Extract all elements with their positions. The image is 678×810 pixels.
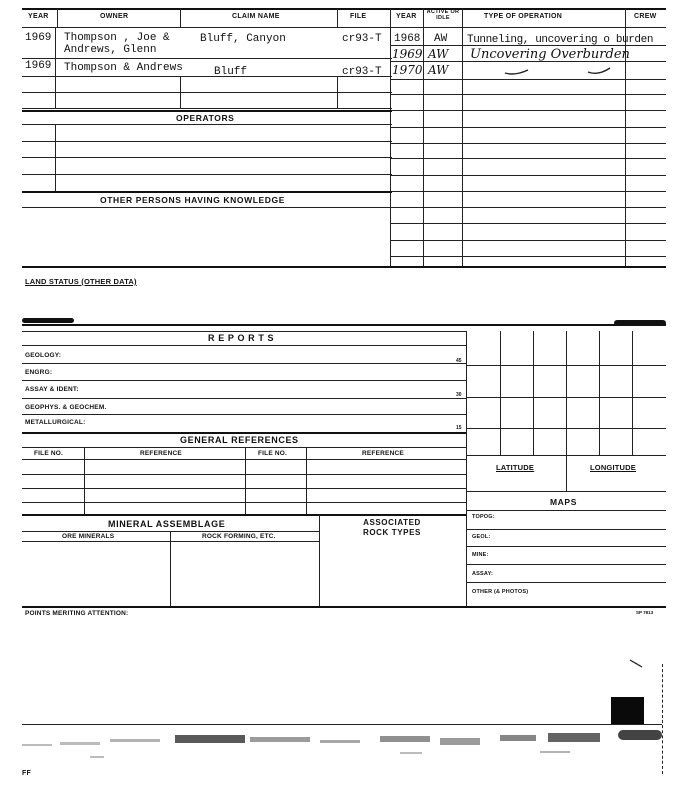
header-owner: OWNER [100,13,129,20]
reports-heading: R E P O R T S [208,333,275,343]
activity-row-2-status: AW [428,47,449,61]
header-year-2: YEAR [396,13,417,20]
report-number-15: 15 [456,425,462,431]
longitude-label: LONGITUDE [590,463,636,472]
report-assay-ident: ASSAY & IDENT: [25,386,79,393]
col-rock-forming: ROCK FORMING, ETC. [202,533,276,540]
associated-rock-types-heading: ASSOCIATED ROCK TYPES [362,518,421,537]
activity-row-2-operation: Uncovering Overburden [470,47,630,62]
latitude-label: LATITUDE [496,463,535,472]
activity-row-1-year: 1968 [394,33,421,45]
ref-col-file-no-1: FILE NO. [34,450,64,457]
owner-row-3-claim: Bluff [214,66,248,78]
owner-row-1-year: 1969 [25,32,52,44]
handwritten-ditto-marks [500,64,620,78]
owner-row-1-owner: Thompson , Joe & [64,32,170,44]
header-type-of-operation: TYPE OF OPERATION [484,13,563,20]
header-crew: CREW [634,13,657,20]
header-claim-name: CLAIM NAME [232,13,280,20]
form-number: SP 7813 [636,610,654,615]
owner-row-3-owner: Thompson & Andrews [64,62,183,74]
activity-row-3-year: 1970 [392,63,423,77]
ref-col-reference-1: REFERENCE [140,450,182,457]
owner-row-1-claim: Bluff, Canyon [200,33,286,45]
map-assay: ASSAY: [472,571,494,577]
ref-col-file-no-2: FILE NO. [258,450,288,457]
owner-row-1-file: cr93-T [342,33,382,45]
activity-row-3-status: AW [428,63,449,77]
owner-row-3-year: 1969 [25,60,52,72]
corner-mark: FF [22,770,31,777]
header-year: YEAR [28,13,49,20]
land-status-label: LAND STATUS (OTHER DATA) [25,277,137,286]
report-number-30: 30 [456,392,462,398]
header-active-idle: ACTIVE OR IDLE [426,9,460,21]
col-ore-minerals: ORE MINERALS [62,533,115,540]
header-file: FILE [350,13,367,20]
map-mine: MINE: [472,552,489,558]
map-geol: GEOL: [472,534,491,540]
points-meriting-attention-label: POINTS MERITING ATTENTION: [25,610,129,617]
ref-col-reference-2: REFERENCE [362,450,404,457]
maps-heading: MAPS [550,497,577,507]
owner-row-3-file: cr93-T [342,66,382,78]
activity-row-2-year: 1969 [392,47,423,61]
mineral-assemblage-heading: MINERAL ASSEMBLAGE [108,519,226,529]
report-number-45: 45 [456,358,462,364]
owner-row-2-owner: Andrews, Glenn [64,44,157,56]
report-metallurgical: METALLURGICAL: [25,419,86,426]
operators-heading: OPERATORS [176,113,235,123]
map-topog: TOPOG: [472,514,495,520]
activity-row-1-operation: Tunneling, uncovering o burden [467,34,654,46]
other-persons-heading: OTHER PERSONS HAVING KNOWLEDGE [100,195,286,205]
report-geology: GEOLOGY: [25,352,62,359]
general-references-heading: GENERAL REFERENCES [180,435,299,445]
report-geophys: GEOPHYS. & GEOCHEM. [25,404,107,411]
map-other-photos: OTHER (& PHOTOS) [472,589,529,595]
activity-row-1-status: AW [434,33,448,45]
black-square-block [611,697,644,724]
black-marker-bar-left [22,318,74,323]
corner-tick-mark [628,658,644,670]
report-engrg: ENGRG: [25,369,53,376]
